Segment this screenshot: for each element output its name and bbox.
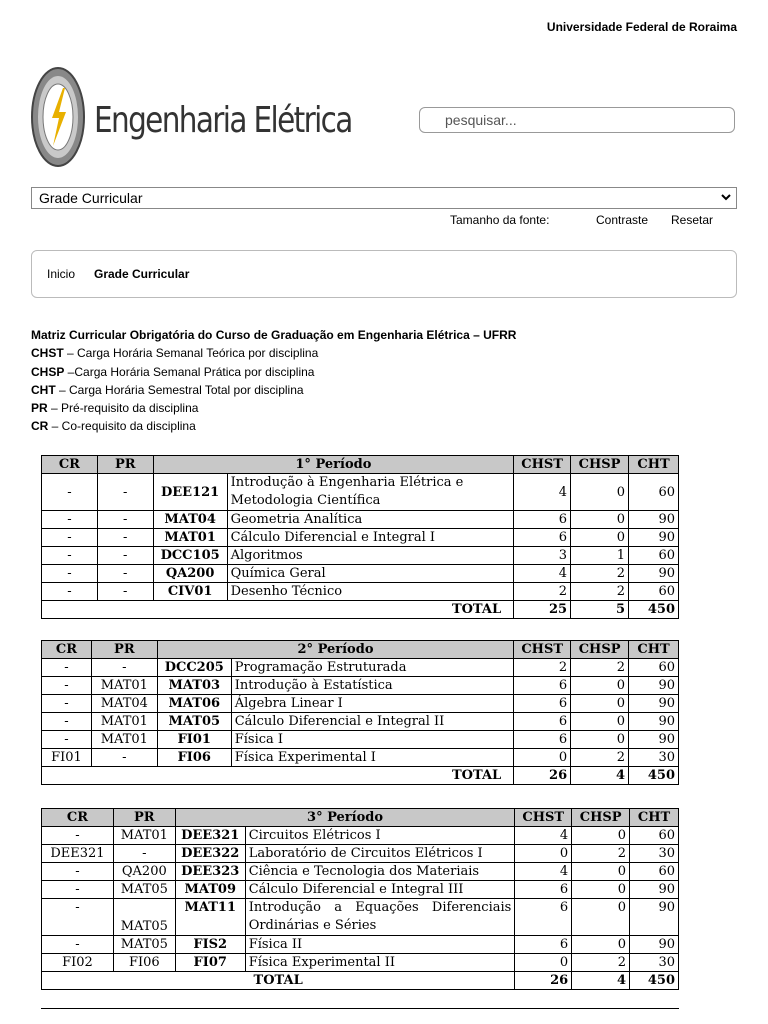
- cell-cr: -: [42, 474, 98, 511]
- cell-code: DCC105: [153, 547, 227, 565]
- col-pr: PR: [113, 809, 175, 827]
- table-row: [42, 529, 679, 547]
- total-label: TOTAL: [42, 767, 514, 785]
- cell-name: Cálculo Diferencial e Integral II: [231, 713, 513, 731]
- cell-name: Geometria Analítica: [227, 511, 514, 529]
- cell-code: DEE322: [175, 845, 245, 863]
- col-pr: PR: [97, 456, 153, 474]
- cell-chst: 6: [515, 899, 572, 936]
- total-chst: 25: [514, 601, 571, 619]
- period-title: 2° Período: [157, 641, 513, 659]
- cell-chst: 4: [514, 565, 571, 583]
- cell-chst: 6: [515, 936, 572, 954]
- table-header-row: [42, 809, 679, 827]
- cell-name: Introdução a Equações Diferenciais Ordinárias e Séries: [245, 899, 515, 936]
- cell-cr: FI02: [42, 954, 114, 972]
- cell-name: Algoritmos: [227, 547, 514, 565]
- cell-pr: MAT05: [113, 936, 175, 954]
- cell-cht: 90: [630, 936, 679, 954]
- cell-cht: 60: [629, 547, 679, 565]
- cell-chst: 6: [514, 677, 571, 695]
- table-row: [42, 749, 679, 767]
- total-row: [42, 972, 679, 990]
- cell-chsp: 0: [571, 529, 629, 547]
- legend-cht: CHT – Carga Horária Semestral Total por disciplina: [31, 382, 304, 397]
- table-row: [42, 511, 679, 529]
- cell-chsp: 0: [571, 731, 629, 749]
- cell-chsp: 0: [572, 881, 630, 899]
- col-chsp: CHSP: [572, 809, 630, 827]
- cell-chsp: 2: [571, 659, 629, 677]
- cell-pr: MAT04: [91, 695, 157, 713]
- period-3-table: [41, 808, 679, 990]
- cell-pr: MAT01: [91, 713, 157, 731]
- cell-chst: 4: [514, 474, 571, 511]
- table-row: [42, 677, 679, 695]
- cell-chst: 2: [514, 583, 571, 601]
- cell-code: DEE321: [175, 827, 245, 845]
- font-size-label: Tamanho da fonte:: [450, 213, 550, 227]
- cell-pr: MAT01: [113, 827, 175, 845]
- table-row: [42, 713, 679, 731]
- cell-cht: 90: [629, 731, 679, 749]
- table-row: [42, 583, 679, 601]
- cell-cr: FI01: [42, 749, 92, 767]
- cell-chst: 3: [514, 547, 571, 565]
- university-name[interactable]: Universidade Federal de Roraima: [546, 20, 737, 34]
- cell-cht: 90: [630, 881, 679, 899]
- col-cr: CR: [42, 809, 114, 827]
- cell-pr: MAT05: [113, 881, 175, 899]
- col-chst: CHST: [514, 641, 571, 659]
- cell-chsp: 0: [571, 474, 629, 511]
- cell-chsp: 2: [572, 954, 630, 972]
- cell-name: Circuitos Elétricos I: [245, 827, 515, 845]
- cell-chsp: 0: [571, 713, 629, 731]
- cell-cht: 90: [629, 511, 679, 529]
- table-row: [42, 954, 679, 972]
- cell-chsp: 0: [571, 677, 629, 695]
- cell-name: Introdução à Engenharia Elétrica e Metodologia Científica: [227, 474, 514, 511]
- contrast-link[interactable]: Contraste: [596, 213, 649, 227]
- col-chst: CHST: [515, 809, 572, 827]
- cell-chst: 6: [515, 881, 572, 899]
- breadcrumb: [31, 250, 737, 298]
- cell-cr: -: [42, 695, 92, 713]
- cell-chst: 6: [514, 695, 571, 713]
- cell-chst: 4: [515, 827, 572, 845]
- page-select-value: Grade Curricular: [39, 190, 143, 206]
- cell-name: Física Experimental I: [231, 749, 513, 767]
- cell-name: Cálculo Diferencial e Integral III: [245, 881, 515, 899]
- cell-chst: 2: [514, 659, 571, 677]
- total-row: [42, 601, 679, 619]
- table-row: [42, 899, 679, 936]
- cell-chsp: 0: [572, 899, 630, 936]
- legend-cr: CR – Co-requisito da disciplina: [31, 419, 196, 434]
- cell-chsp: 2: [572, 845, 630, 863]
- cell-cht: 30: [630, 954, 679, 972]
- total-chsp: 4: [571, 767, 629, 785]
- cell-cht: 30: [630, 845, 679, 863]
- table-row: [42, 565, 679, 583]
- cell-code: DEE121: [153, 474, 227, 511]
- cell-chst: 6: [514, 731, 571, 749]
- cell-code: MAT11: [175, 899, 245, 936]
- total-chsp: 5: [571, 601, 629, 619]
- total-chsp: 4: [572, 972, 630, 990]
- total-cht: 450: [629, 601, 679, 619]
- cell-chst: 0: [515, 845, 572, 863]
- cell-pr: -: [91, 749, 157, 767]
- col-cr: CR: [42, 641, 92, 659]
- cell-chsp: 0: [571, 695, 629, 713]
- cell-cr: -: [42, 511, 98, 529]
- total-row: [42, 767, 679, 785]
- cell-chst: 6: [514, 529, 571, 547]
- table-header-row: [42, 641, 679, 659]
- table-row: [42, 547, 679, 565]
- cell-code: FI07: [175, 954, 245, 972]
- cell-code: CIV01: [153, 583, 227, 601]
- col-cht: CHT: [629, 456, 679, 474]
- cell-pr: -: [113, 845, 175, 863]
- breadcrumb-current: Grade Curricular: [94, 267, 190, 281]
- cell-pr: MAT01: [91, 731, 157, 749]
- col-cht: CHT: [630, 809, 679, 827]
- cell-cr: -: [42, 677, 92, 695]
- period-2-table: [41, 640, 679, 785]
- col-cr: CR: [42, 456, 98, 474]
- cell-chst: 6: [514, 713, 571, 731]
- total-chst: 26: [515, 972, 572, 990]
- search-input[interactable]: pesquisar...: [419, 107, 735, 133]
- cell-chsp: 1: [571, 547, 629, 565]
- cell-cht: 90: [630, 899, 679, 936]
- cell-cr: -: [42, 529, 98, 547]
- total-label: TOTAL: [42, 601, 514, 619]
- table-row: [42, 863, 679, 881]
- cell-cht: 90: [629, 565, 679, 583]
- col-chsp: CHSP: [571, 641, 629, 659]
- cell-pr: -: [97, 583, 153, 601]
- cell-cr: -: [42, 863, 114, 881]
- cell-name: Física Experimental II: [245, 954, 515, 972]
- cell-cht: 90: [629, 529, 679, 547]
- cell-cr: -: [42, 547, 98, 565]
- breadcrumb-home-link[interactable]: Inicio: [47, 267, 76, 281]
- cell-code: MAT09: [175, 881, 245, 899]
- cell-code: MAT06: [157, 695, 231, 713]
- cell-pr: MAT05: [113, 899, 175, 936]
- cell-code: FI06: [157, 749, 231, 767]
- cell-name: Programação Estruturada: [231, 659, 513, 677]
- cell-cht: 60: [629, 474, 679, 511]
- cell-cht: 30: [629, 749, 679, 767]
- legend-chsp: CHSP –Carga Horária Semanal Prática por disciplina: [31, 364, 315, 379]
- cell-cr: -: [42, 827, 114, 845]
- cell-code: MAT04: [153, 511, 227, 529]
- cell-cht: 60: [629, 659, 679, 677]
- cell-code: MAT03: [157, 677, 231, 695]
- cell-cht: 60: [630, 863, 679, 881]
- site-logo-icon[interactable]: [30, 66, 86, 168]
- legend-chst: CHST – Carga Horária Semanal Teórica por disciplina: [31, 346, 319, 361]
- cell-chsp: 0: [572, 863, 630, 881]
- cell-cr: -: [42, 713, 92, 731]
- cell-chsp: 2: [571, 583, 629, 601]
- cell-chsp: 0: [572, 827, 630, 845]
- cell-cr: -: [42, 659, 92, 677]
- total-cht: 450: [630, 972, 679, 990]
- cell-name: Desenho Técnico: [227, 583, 514, 601]
- page-select[interactable]: [31, 187, 737, 209]
- cell-code: QA200: [153, 565, 227, 583]
- cell-cht: 60: [629, 583, 679, 601]
- cell-code: FI01: [157, 731, 231, 749]
- curriculum-intro: [31, 326, 516, 436]
- cell-pr: MAT01: [91, 677, 157, 695]
- cell-name: Laboratório de Circuitos Elétricos I: [245, 845, 515, 863]
- cell-cht: 90: [629, 677, 679, 695]
- total-label: TOTAL: [42, 972, 515, 990]
- cell-chsp: 0: [572, 936, 630, 954]
- cell-pr: -: [97, 511, 153, 529]
- table-row: [42, 695, 679, 713]
- table-row: [42, 936, 679, 954]
- table-row: [42, 659, 679, 677]
- cell-code: DEE323: [175, 863, 245, 881]
- table-row: [42, 845, 679, 863]
- cell-cr: -: [42, 565, 98, 583]
- col-chsp: CHSP: [571, 456, 629, 474]
- cell-cr: -: [42, 731, 92, 749]
- cell-name: Cálculo Diferencial e Integral I: [227, 529, 514, 547]
- cell-name: Física I: [231, 731, 513, 749]
- cell-cr: -: [42, 881, 114, 899]
- cell-pr: -: [97, 565, 153, 583]
- cell-code: DCC205: [157, 659, 231, 677]
- col-cht: CHT: [629, 641, 679, 659]
- cell-cr: DEE321: [42, 845, 114, 863]
- table-row: [42, 474, 679, 511]
- table-header-row: [42, 456, 679, 474]
- cell-chsp: 0: [571, 511, 629, 529]
- cell-chst: 0: [515, 954, 572, 972]
- cell-code: MAT01: [153, 529, 227, 547]
- col-chst: CHST: [514, 456, 571, 474]
- cell-name: Introdução à Estatística: [231, 677, 513, 695]
- cell-chst: 0: [514, 749, 571, 767]
- legend-pr: PR – Pré-requisito da disciplina: [31, 401, 199, 416]
- cell-cr: -: [42, 936, 114, 954]
- cell-chsp: 2: [571, 749, 629, 767]
- cell-pr: -: [97, 474, 153, 511]
- reset-link[interactable]: Resetar: [671, 213, 714, 227]
- total-cht: 450: [629, 767, 679, 785]
- cell-name: Álgebra Linear I: [231, 695, 513, 713]
- period-title: 3° Período: [175, 809, 515, 827]
- cell-cht: 60: [630, 827, 679, 845]
- cell-pr: FI06: [113, 954, 175, 972]
- cell-cr: -: [42, 583, 98, 601]
- chevron-down-icon: [719, 188, 733, 206]
- cell-pr: QA200: [113, 863, 175, 881]
- divider: [41, 1008, 679, 1009]
- table-row: [42, 731, 679, 749]
- cell-code: FIS2: [175, 936, 245, 954]
- col-pr: PR: [91, 641, 157, 659]
- cell-chst: 4: [515, 863, 572, 881]
- cell-name: Ciência e Tecnologia dos Materiais: [245, 863, 515, 881]
- cell-name: Química Geral: [227, 565, 514, 583]
- cell-cht: 90: [629, 713, 679, 731]
- cell-pr: -: [97, 547, 153, 565]
- cell-cr: -: [42, 899, 114, 936]
- period-title: 1° Período: [153, 456, 513, 474]
- cell-chsp: 2: [571, 565, 629, 583]
- total-chst: 26: [514, 767, 571, 785]
- table-row: [42, 827, 679, 845]
- cell-cht: 90: [629, 695, 679, 713]
- cell-pr: -: [91, 659, 157, 677]
- period-1-table: [41, 455, 679, 619]
- cell-code: MAT05: [157, 713, 231, 731]
- site-title: Engenharia Elétrica: [94, 100, 352, 141]
- table-row: [42, 881, 679, 899]
- intro-title: Matriz Curricular Obrigatória do Curso de Graduação em Engenharia Elétrica – UFRR: [31, 328, 517, 342]
- cell-chst: 6: [514, 511, 571, 529]
- cell-pr: -: [97, 529, 153, 547]
- cell-name: Física II: [245, 936, 515, 954]
